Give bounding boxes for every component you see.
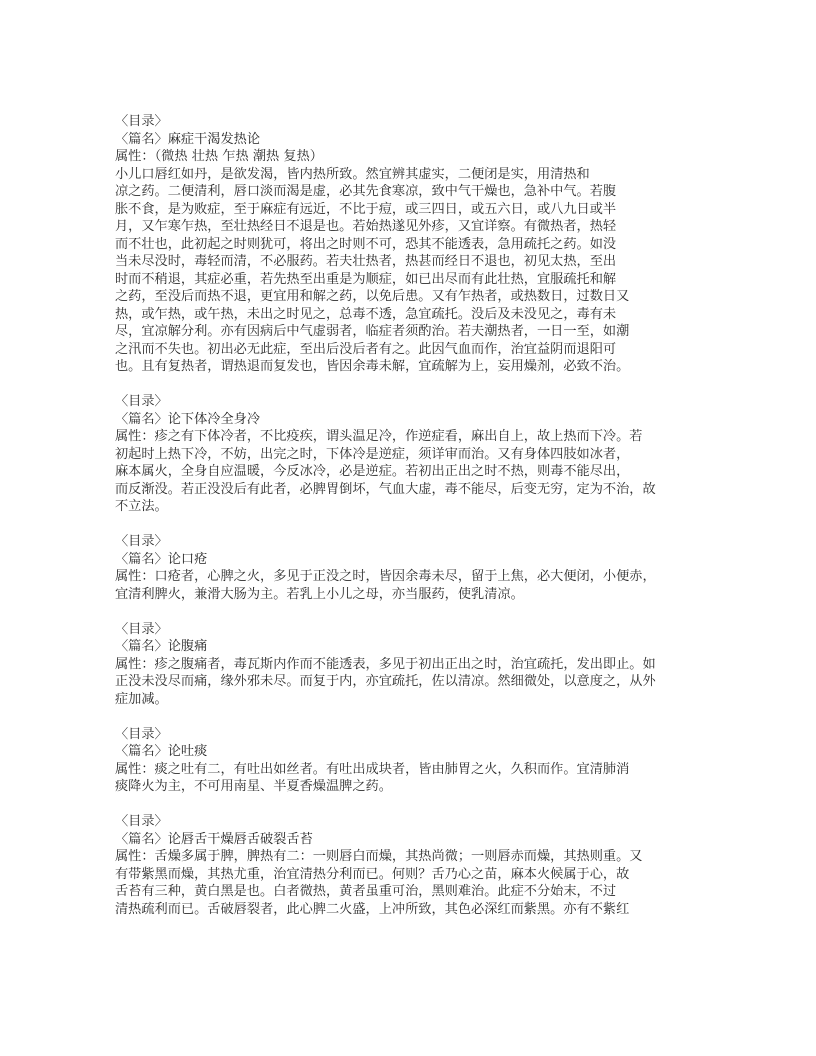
title-tag: 〈篇名〉: [115, 831, 168, 847]
section-论腹痛: [115, 621, 707, 709]
section-body: [115, 848, 707, 918]
section-论唇舌干燥唇舌破裂舌苔: [115, 813, 707, 918]
section-title: 论腹痛: [167, 639, 208, 654]
catalog-tag: 〈目录〉: [115, 534, 168, 549]
section-论下体冷全身冷: [115, 393, 707, 516]
section-title: 论口疮: [167, 551, 208, 567]
section-heading: [115, 411, 707, 429]
text-line: 属性：疹之腹痛者，毒瓦斯内作而不能透表，多见于初出正出之时，治宜疏托，发出即止。如: [115, 656, 656, 672]
title-tag: 〈篇名〉: [115, 131, 168, 147]
text-line: 而不壮也，此初起之时则犹可，将出之时则不可，恐其不能透表，急用疏托之药。如没: [115, 236, 617, 252]
section-body: [115, 428, 707, 516]
text-line: 而反渐没。若正没没后有此者，必脾胃倒坏，气血大虚，毒不能尽，后变无穷，定为不治，故: [115, 481, 656, 497]
section-body: [115, 761, 707, 796]
text-line: 热，或乍热，或午热，未出之时见之，总毒不透，急宜疏托。没后及未没见之，毒有未: [115, 306, 617, 322]
text-line: 当未尽没时，毒轻而清，不必服药。若夫壮热者，热甚而经日不退也，初见太热，至出: [115, 254, 617, 269]
text-line: 属性：口疮者，心脾之火，多见于正没之时，皆因余毒未尽，留于上焦，必大便闭，小便赤，: [115, 569, 656, 584]
text-line: 小儿口唇红如丹，是欲发渴，皆内热所致。然宜辨其虚实，二便闭是实，用清热和: [115, 166, 590, 182]
text-line: 时而不稍退，其症必重，若先热至出重是为顺症，如已出尽而有此壮热，宜服疏托和解: [115, 271, 617, 287]
section-title: 论下体冷全身冷: [167, 411, 261, 427]
catalog-tag: 〈目录〉: [115, 394, 168, 409]
text-line: 属性：痰之吐有二，有吐出如丝者。有吐出成块者，皆由肺胃之火，久积而作。宜清肺消: [115, 761, 630, 777]
title-tag: 〈篇名〉: [115, 639, 168, 654]
attr-values: （微热 壮热 乍热 潮热 复热）: [154, 149, 323, 164]
section-heading: [115, 131, 707, 149]
title-tag: 〈篇名〉: [115, 744, 168, 759]
section-title: 麻症干渴发热论: [167, 131, 261, 147]
catalog-tag: 〈目录〉: [115, 726, 168, 742]
text-line: 尽，宜凉解分利。亦有因病后中气虚弱者，临症者须酌治。若夫潮热者，一日一至，如潮: [115, 324, 630, 339]
text-line: 清热疏利而已。舌破唇裂者，此心脾二火盛，上冲所致，其色必深红而紫黑。亦有不紫红: [115, 901, 630, 917]
section-body: [115, 568, 707, 603]
section-heading: [115, 743, 707, 761]
text-line: 之汛而不失也。初出必无此症，至出后没后者有之。此因气血而作，治宜益阴而退阳可: [115, 341, 617, 357]
text-line: 症加减。: [115, 691, 168, 707]
text-line: 之药，至没后而热不退，更宜用和解之药，以免后患。又有乍热者，或热数日，过数日又: [115, 289, 630, 304]
attributes-line: [115, 148, 707, 166]
section-title: 论吐痰: [167, 744, 208, 759]
text-line: 属性：舌燥多属于脾，脾热有二：一则唇白而燥，其热尚微；一则唇赤而燥，其热则重。又: [115, 849, 643, 864]
attr-label: 属性：: [115, 149, 155, 164]
text-line: 麻本属火，全身自应温暖，今反冰冷，必是逆症。若初出正出之时不热，则毒不能尽出，: [115, 464, 630, 479]
document-body: [115, 113, 707, 918]
text-line: 宜清利脾火，兼滑大肠为主。若乳上小儿之母，亦当服药，使乳清凉。: [115, 586, 524, 602]
section-heading: [115, 831, 707, 849]
text-line: 也。且有复热者，谓热退而复发也，皆因余毒未解，宜疏解为上，妄用燥剂，必致不治。: [115, 359, 630, 374]
text-line: 有带紫黑而燥，其热尤重，治宜清热分利而已。何则？舌乃心之苗，麻本火候属于心，故: [115, 866, 630, 882]
section-body: [115, 656, 707, 709]
text-line: 凉之药。二便清利，唇口淡而渴是虚，必其先食寒凉，致中气干燥也，急补中气。若腹: [115, 184, 617, 199]
text-line: 痰降火为主，不可用南星、半夏香燥温脾之药。: [115, 779, 392, 794]
text-line: 不立法。: [115, 499, 168, 514]
catalog-tag: 〈目录〉: [115, 114, 168, 129]
text-line: 胀不食，是为败症，至于麻症有远近，不比于痘，或三四日，或五六日，或八九日或半: [115, 201, 617, 217]
text-line: 月，又乍寒乍热，至壮热经日不退是也。若始热遂见外疹，又宜详察。有微热者，热轻: [115, 219, 617, 234]
text-line: 正没未没尽而痛，缘外邪未尽。而复于内，亦宜疏托，佐以清凉。然细微处，以意度之，从外: [115, 674, 656, 689]
title-tag: 〈篇名〉: [115, 551, 168, 567]
text-line: 属性：疹之有下体冷者，不比疫疾，谓头温足冷，作逆症看，麻出自上，故上热而下冷。若: [115, 429, 643, 444]
section-body: [115, 166, 707, 376]
section-论吐痰: [115, 726, 707, 796]
section-heading: [115, 551, 707, 569]
section-heading: [115, 638, 707, 656]
section-论口疮: [115, 533, 707, 603]
text-line: 舌苔有三种，黄白黑是也。白者微热，黄者虽重可治，黑则难治。此症不分始末，不过: [115, 884, 617, 899]
section-麻症干渴发热论: [115, 113, 707, 376]
catalog-tag: 〈目录〉: [115, 814, 168, 829]
title-tag: 〈篇名〉: [115, 411, 168, 427]
section-title: 论唇舌干燥唇舌破裂舌苔: [167, 831, 313, 847]
catalog-tag: 〈目录〉: [115, 621, 168, 637]
text-line: 初起时上热下冷，不妨，出完之时，下体冷是逆症，须详审而治。又有身体四肢如冰者，: [115, 446, 630, 462]
